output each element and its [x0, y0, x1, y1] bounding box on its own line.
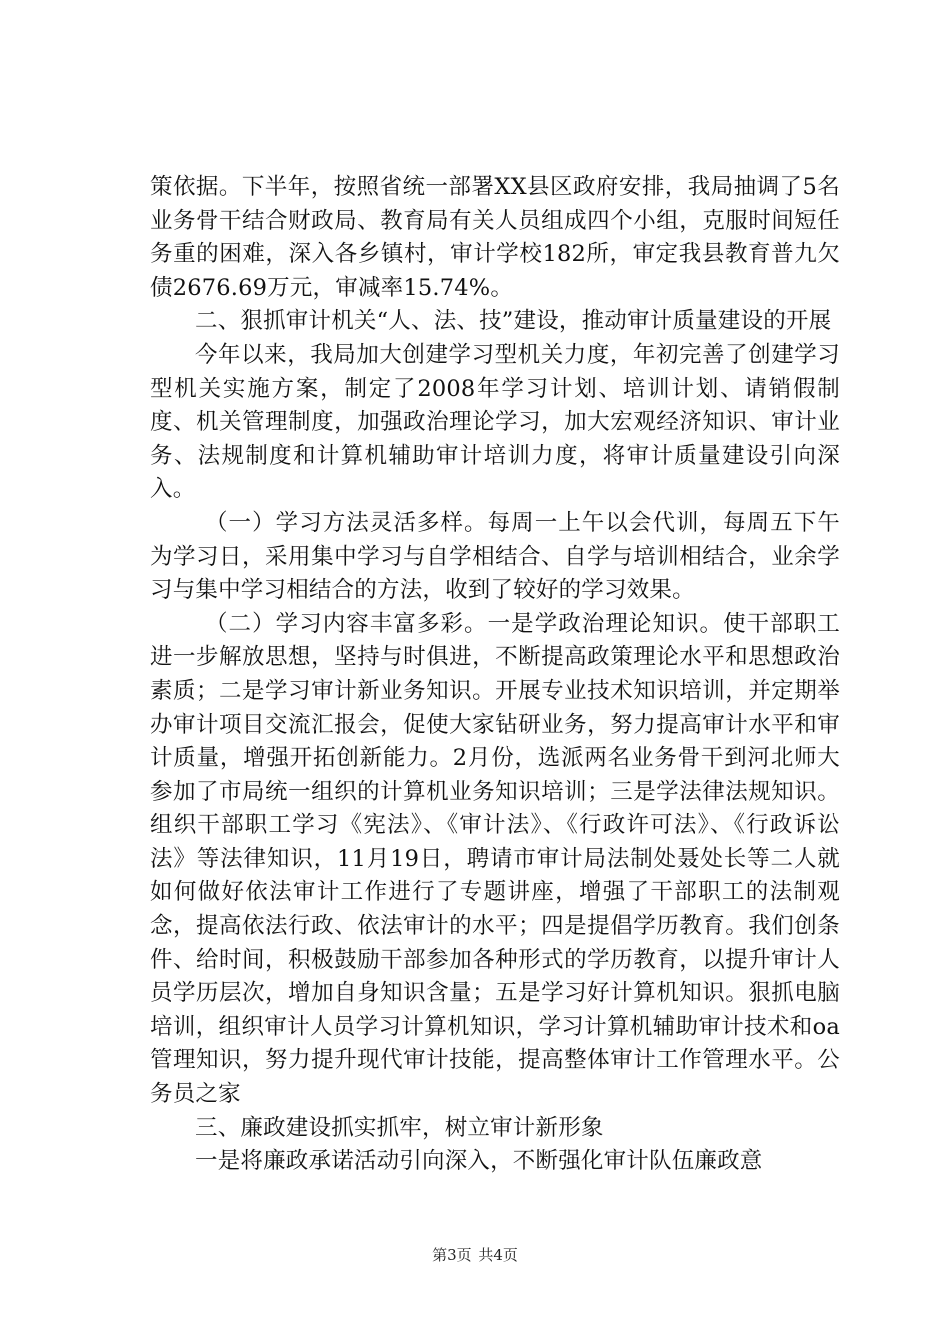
page-total: 共4页	[478, 1246, 518, 1264]
page-number: 第3页	[432, 1246, 472, 1264]
paragraph-5: （二）学习内容丰富多彩。一是学政治理论知识。使干部职工进一步解放思想，坚持与时俱进，不断提高政策理论水平和思想政治素质；二是学习审计新业务知识。开展专业技术知识培训，并定期举办审计项目交流汇报会，促使大家钻研业务，努力提高审计水平和审计质量，增强开拓创新能力。2月份，选派两名业务骨干到河北师大参加了市局统一组织的计算机业务知识培训；三是学法律法规知识。组织干部职工学习《宪法》、《审计法》、《行政许可法》、《行政诉讼法》等法律知识，11月19日，聘请市审计局法制处聂处长等二人就如何做好依法审计工作进行了专题讲座，增强了干部职工的法制观念，提高依法行政、依法审计的水平；四是提倡学历教育。我们创条件、给时间，积极鼓励干部参加各种形式的学历教育，以提升审计人员学历层次，增加自身知识含量；五是学习好计算机知识。狠抓电脑培训，组织审计人员学习计算机知识，学习计算机辅助审计技术和oa管理知识，努力提升现代审计技能，提高整体审计工作管理水平。公务员之家	[150, 610, 840, 1108]
page-footer	[0, 1244, 950, 1265]
paragraph-7: 一是将廉政承诺活动引向深入，不断强化审计队伍廉政意	[195, 1148, 763, 1175]
section-heading-3: 三、廉政建设抓实抓牢，树立审计新形象	[195, 1114, 604, 1141]
document-body	[150, 171, 840, 1179]
paragraph-4: （一）学习方法灵活多样。每周一上午以会代训，每周五下午为学习日，采用集中学习与自学相结合、自学与培训相结合，业余学习与集中学习相结合的方法，收到了较好的学习效果。	[150, 509, 840, 604]
paragraph-1: 策依据。下半年，按照省统一部署XX县区政府安排，我局抽调了5名业务骨干结合财政局、教育局有关人员组成四个小组，克服时间短任务重的困难，深入各乡镇村，审计学校182所，审定我县教育普九欠债2676.69万元，审减率15.74%。	[150, 174, 840, 301]
section-heading-2: 二、狠抓审计机关“人、法、技”建设，推动审计质量建设的开展	[195, 308, 832, 335]
paragraph-3: 今年以来，我局加大创建学习型机关力度，年初完善了创建学习型机关实施方案，制定了2008年学习计划、培训计划、请销假制度、机关管理制度，加强政治理论学习，加大宏观经济知识、审计业务、法规制度和计算机辅助审计培训力度，将审计质量建设引向深入。	[150, 341, 840, 503]
